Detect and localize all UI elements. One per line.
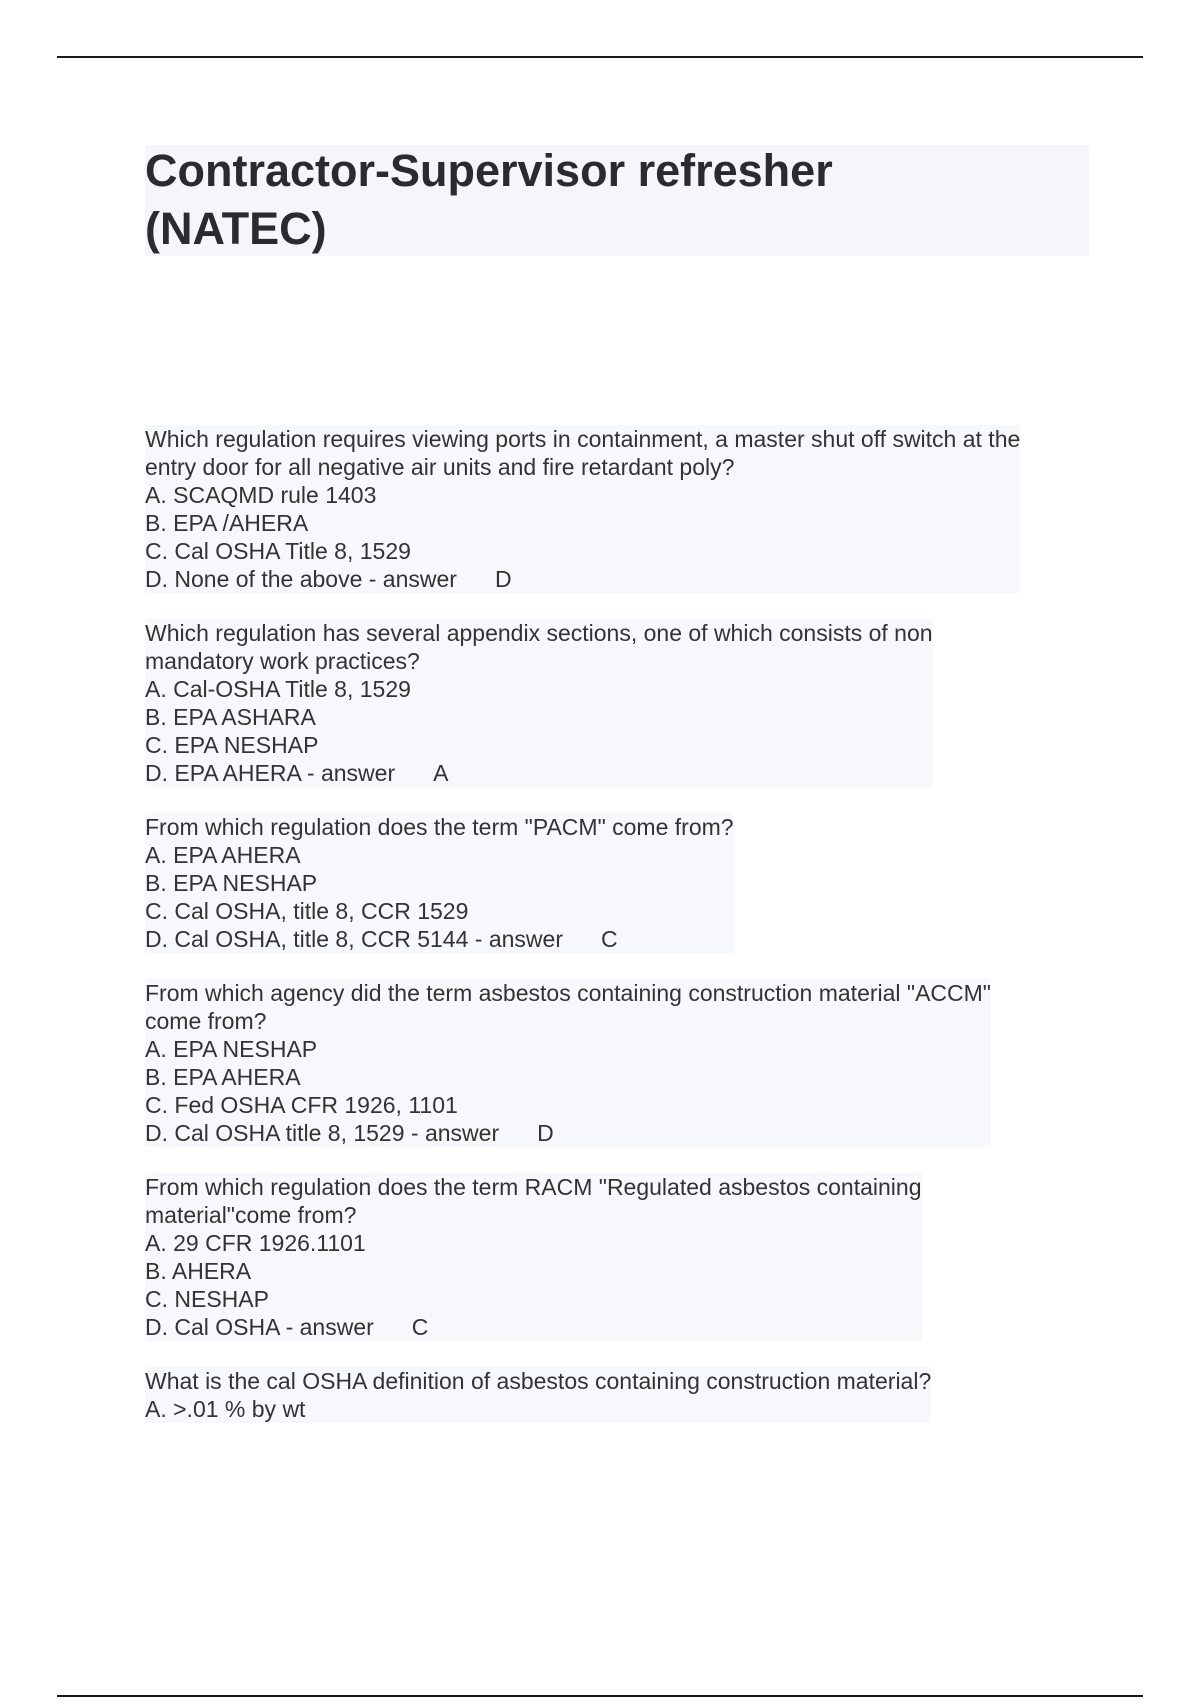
question-block [145,425,1020,593]
option-line: D. None of the above - answer [145,566,457,592]
option-line: D. Cal OSHA, title 8, CCR 5144 - answer [145,926,563,952]
option-line: A. Cal-OSHA Title 8, 1529 [145,676,411,702]
option-line: material"come from? [145,1202,357,1228]
option-line: come from? [145,1008,267,1034]
option-line: D. EPA AHERA - answer [145,760,396,786]
option-line: B. EPA AHERA [145,1064,301,1090]
option-line: D. Cal OSHA title 8, 1529 - answer [145,1120,500,1146]
header-rule [57,56,1143,58]
option-line: B. EPA NESHAP [145,870,318,896]
answer-letter: D [537,1120,554,1146]
answer-line [145,759,933,787]
option-line: entry door for all negative air units and fire retardant poly? [145,454,735,480]
option-line: A. SCAQMD rule 1403 [145,482,377,508]
question-text: From which regulation does the term "PACM" come from? [145,814,734,840]
option-line: C. Cal OSHA, title 8, CCR 1529 [145,898,469,924]
option-line: B. AHERA [145,1258,252,1284]
option-line: C. Fed OSHA CFR 1926, 1101 [145,1092,458,1118]
option-line: D. Cal OSHA - answer [145,1314,374,1340]
option-line: mandatory work practices? [145,648,420,674]
option-line: A. 29 CFR 1926.1101 [145,1230,366,1256]
question-list [145,425,1105,1449]
question-block [145,1367,931,1423]
question-text: Which regulation has several appendix sections, one of which consists of non [145,620,933,646]
option-line: C. Cal OSHA Title 8, 1529 [145,538,411,564]
title-line-1: Contractor-Supervisor refresher [145,145,833,196]
option-line: A. EPA NESHAP [145,1036,318,1062]
answer-letter: C [600,926,618,952]
option-line: B. EPA ASHARA [145,704,316,730]
answer-line [145,1313,922,1341]
question-text: Which regulation requires viewing ports in containment, a master shut off switch at the [145,426,1021,452]
answer-line [145,1119,991,1147]
question-text: From which agency did the term asbestos containing construction material "ACCM" [145,980,991,1006]
answer-letter: C [411,1314,429,1340]
question-block [145,1173,922,1341]
footer-rule [57,1695,1143,1697]
option-line: A. EPA AHERA [145,842,301,868]
option-line: A. >.01 % by wt [145,1396,306,1422]
title-line-2: (NATEC) [145,203,327,254]
question-text: What is the cal OSHA definition of asbestos containing construction material? [145,1368,932,1394]
option-line: B. EPA /AHERA [145,510,309,536]
answer-line [145,925,734,953]
answer-letter: D [494,566,512,592]
option-line: C. NESHAP [145,1286,269,1312]
answer-line [145,565,1020,593]
question-block [145,619,933,787]
question-text: From which regulation does the term RACM "Regulated asbestos containing [145,1174,922,1200]
answer-letter: A [433,760,449,786]
document-title [145,142,1089,258]
option-line: C. EPA NESHAP [145,732,319,758]
question-block [145,813,734,953]
question-block [145,979,991,1147]
title-block [145,145,1089,256]
